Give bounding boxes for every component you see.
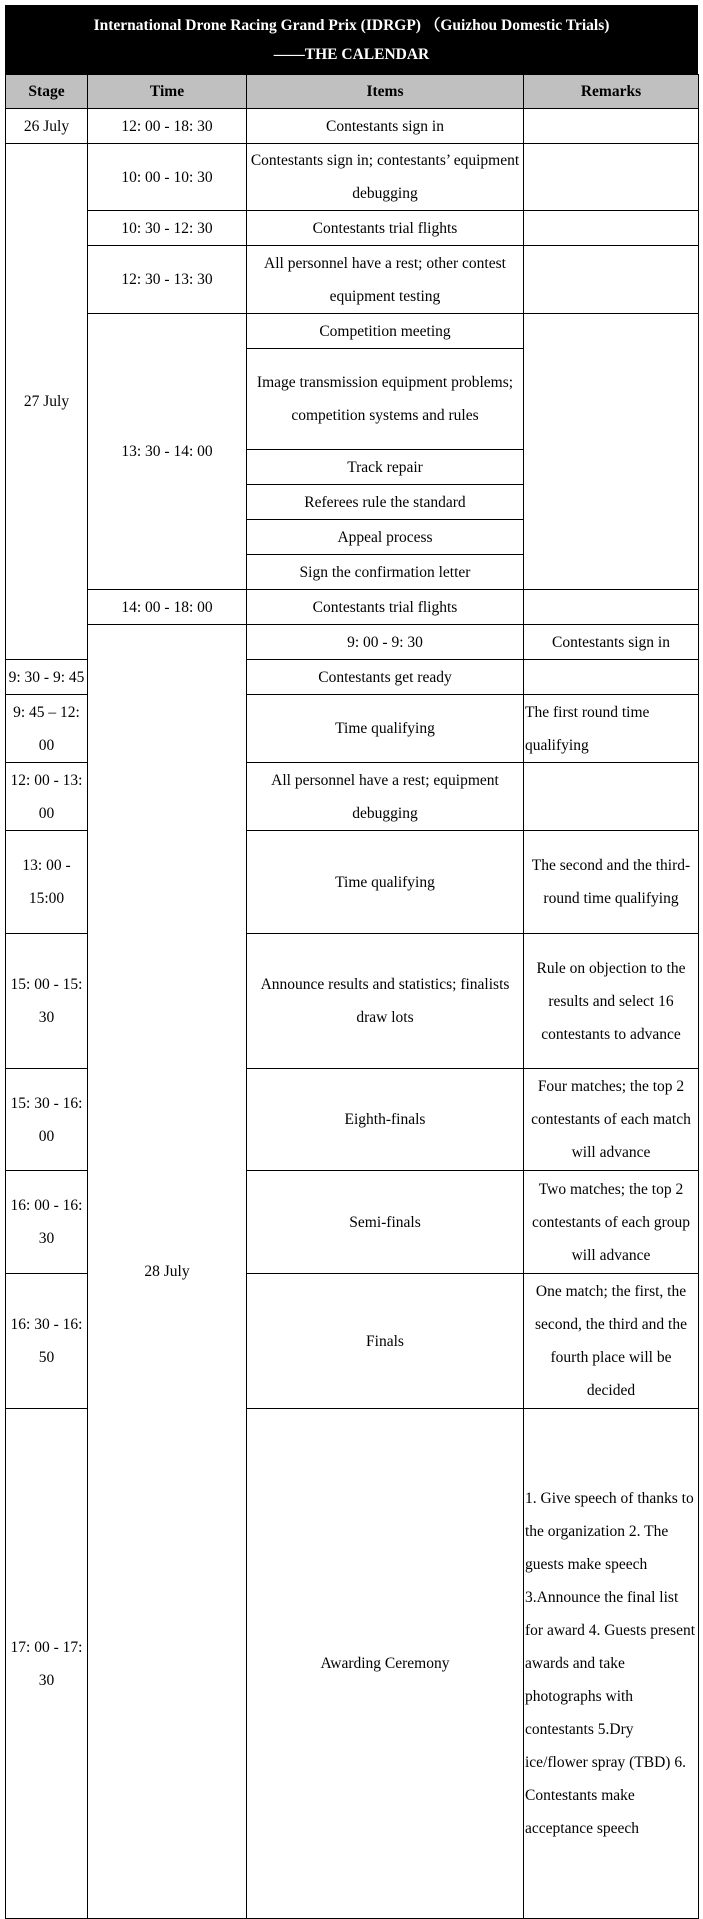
item-cell: Track repair	[247, 450, 524, 485]
remarks-cell: Two matches; the top 2 contestants of each group will advance	[524, 1171, 699, 1274]
document-title: International Drone Racing Grand Prix (IDRGP) （Guizhou Domestic Trials)	[93, 17, 610, 34]
time-cell: 12: 00 - 13: 00	[6, 763, 88, 831]
item-cell: Contestants trial flights	[247, 211, 524, 246]
table-row	[6, 109, 699, 144]
time-cell: 12: 00 - 18: 30	[88, 109, 247, 144]
calendar-document	[5, 5, 698, 1918]
item-cell: Appeal process	[247, 520, 524, 555]
item-cell: Contestants sign in	[247, 109, 524, 144]
remarks-cell	[524, 314, 699, 590]
item-cell: Referees rule the standard	[247, 485, 524, 520]
table-row	[6, 625, 699, 660]
remarks-cell	[524, 144, 699, 211]
item-cell: Awarding Ceremony	[247, 1409, 524, 1919]
document-subtitle: ——THE CALENDAR	[273, 46, 430, 63]
header-items: Items	[247, 75, 524, 109]
item-cell: Contestants sign in	[524, 625, 699, 660]
header-row	[6, 75, 699, 109]
schedule-table	[5, 74, 699, 1919]
time-cell: 16: 00 - 16: 30	[6, 1171, 88, 1274]
remarks-cell: One match; the first, the second, the third and the fourth place will be decided	[524, 1274, 699, 1409]
remarks-cell	[524, 763, 699, 831]
remarks-cell: Four matches; the top 2 contestants of each match will advance	[524, 1069, 699, 1171]
item-cell: Image transmission equipment problems; competition systems and rules	[247, 349, 524, 450]
remarks-cell	[524, 109, 699, 144]
remarks-cell	[524, 211, 699, 246]
item-cell: Sign the confirmation letter	[247, 555, 524, 590]
header-stage: Stage	[6, 75, 88, 109]
title-bar	[5, 5, 698, 74]
time-cell: 15: 00 - 15: 30	[6, 934, 88, 1069]
header-remarks: Remarks	[524, 75, 699, 109]
table-row	[6, 144, 699, 211]
time-cell: 14: 00 - 18: 00	[88, 590, 247, 625]
time-cell: 9: 30 - 9: 45	[6, 660, 88, 695]
time-cell: 15: 30 - 16: 00	[6, 1069, 88, 1171]
table-row	[6, 590, 699, 625]
table-row	[6, 314, 699, 349]
remarks-cell: Rule on objection to the results and select 16 contestants to advance	[524, 934, 699, 1069]
item-cell: Time qualifying	[247, 831, 524, 934]
item-cell: Contestants get ready	[247, 660, 524, 695]
remarks-cell: The second and the third-round time qualifying	[524, 831, 699, 934]
table-row	[6, 246, 699, 314]
item-cell: Announce results and statistics; finalists draw lots	[247, 934, 524, 1069]
stage-cell: 28 July	[88, 625, 247, 1919]
time-cell: 12: 30 - 13: 30	[88, 246, 247, 314]
item-cell: Semi-finals	[247, 1171, 524, 1274]
item-cell: Finals	[247, 1274, 524, 1409]
time-cell: 10: 00 - 10: 30	[88, 144, 247, 211]
time-cell: 13: 00 - 15:00	[6, 831, 88, 934]
table-row	[6, 211, 699, 246]
item-cell: All personnel have a rest; equipment debugging	[247, 763, 524, 831]
remarks-cell: 1. Give speech of thanks to the organization 2. The guests make speech 3.Announce the final list for award 4. Guests present awards and take photographs with contestants 5.Dry ice/flower spray (TBD) 6. Contestants make acceptance speech	[524, 1409, 699, 1919]
item-cell: Contestants sign in; contestants’ equipment debugging	[247, 144, 524, 211]
remarks-cell	[524, 660, 699, 695]
time-cell: 16: 30 - 16: 50	[6, 1274, 88, 1409]
time-cell: 10: 30 - 12: 30	[88, 211, 247, 246]
header-time: Time	[88, 75, 247, 109]
item-cell: Contestants trial flights	[247, 590, 524, 625]
time-cell: 9: 00 - 9: 30	[247, 625, 524, 660]
remarks-cell	[524, 246, 699, 314]
item-cell: Eighth-finals	[247, 1069, 524, 1171]
item-cell: Competition meeting	[247, 314, 524, 349]
stage-cell: 26 July	[6, 109, 88, 144]
stage-cell: 27 July	[6, 144, 88, 660]
item-cell: Time qualifying	[247, 695, 524, 763]
time-cell: 9: 45 – 12: 00	[6, 695, 88, 763]
remarks-cell: The first round time qualifying	[524, 695, 699, 763]
time-cell: 17: 00 - 17: 30	[6, 1409, 88, 1919]
item-cell: All personnel have a rest; other contest equipment testing	[247, 246, 524, 314]
time-cell: 13: 30 - 14: 00	[88, 314, 247, 590]
remarks-cell	[524, 590, 699, 625]
